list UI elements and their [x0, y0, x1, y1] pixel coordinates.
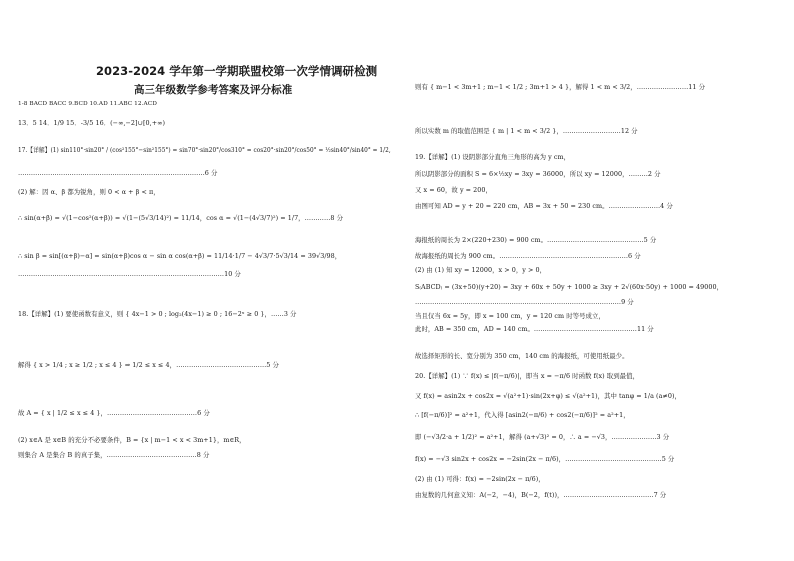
answer-line-q17dots2: ……………………………………………………………………………………10 分 — [18, 270, 241, 278]
answer-line-q17c: ∴ sin(α+β) = √(1−cos²(α+β)) = √(1−(5√3/14)²) = 11/14，cos α = √(1−(4√3/7)²) = 1/7，…………8 分 — [18, 214, 344, 222]
right-column — [397, 0, 794, 561]
answer-line-r8: 故海报纸的周长为 900 cm。……………………………………………………6 分 — [415, 252, 641, 260]
answer-line-r21: 由复数的几何意义知：A(−2，−4)，B(−2，f(t))，……………………………………7 分 — [415, 491, 667, 499]
answer-line-q18c: 故 A = { x | 1/2 ≤ x ≤ 4 }，……………………………………6 分 — [18, 409, 210, 417]
answer-line-r19: f(x) = −√3 sin2x + cos2x = −2sin(2x − π/6)，………………………………………5 分 — [415, 455, 675, 463]
answer-line-mc: 1-8 BACD BACC 9.BCD 10.AD 11.ABC 12.ACD — [18, 101, 157, 107]
answer-line-r17: ∴ [f(−π/6)]² = a²+1，代入得 [asin2(−π/6) + cos2(−π/6)]² = a²+1， — [415, 411, 630, 419]
answer-line-r7: 海报纸的周长为 2×(220+230) = 900 cm。………………………………………5 分 — [415, 236, 657, 244]
answer-line-q17d: ∴ sin β = sin[(α+β)−α] = sin(α+β)cos α − sin α cos(α+β) = 11/14·1/7 − 4√3/7·5√3/14 = 39√3/98， — [18, 252, 342, 260]
answer-line-r14: 故选择矩形的长、宽分别为 350 cm，140 cm 的海报纸，可使用纸最少。 — [415, 352, 629, 360]
answer-line-r6: 由图可知 AD = y + 20 = 220 cm，AB = 3x + 50 = 230 cm。……………………4 分 — [415, 202, 673, 210]
answer-line-r18: 即 (−√3/2·a + 1/2)² = a²+1，解得 (a+√3)² = 0，∴ a = −√3，…………………3 分 — [415, 433, 670, 441]
answer-line-r5: 又 x = 60，故 y = 200， — [415, 186, 492, 194]
answer-line-q17a: 17.【详解】(1) sin110°·sin20° / (cos²155°−sin²155°) = sin70°·sin20°/cos310° = cos20°·sin20°/cos50° = ½sin40°/sin40° = 1/2, — [18, 146, 391, 154]
document-subtitle: 高三年级数学参考答案及评分标准 — [134, 84, 293, 96]
answer-line-q17dots1: ……………………………………………………………………………6 分 — [18, 169, 218, 177]
document-title: 2023-2024 学年第一学期联盟校第一次学情调研检测 — [96, 64, 378, 78]
answer-line-r15: 20.【详解】(1) ∵ f(x) ≤ |f(−π/6)|，即当 x = −π/6 时函数 f(x) 取到最值， — [415, 372, 640, 380]
answer-line-q17b: (2) 解：因 α、β 都为锐角，则 0 < α + β < π， — [18, 188, 160, 196]
answer-line-q18e: 则集合 A 是集合 B 的真子集，……………………………………8 分 — [18, 451, 210, 459]
answer-line-q18d: (2) x∈A 是 x∈B 的充分不必要条件，B = {x | m−1 < x < 3m+1}，m∈R， — [18, 436, 246, 444]
answer-line-r20: (2) 由 (1) 可得：f(x) = −2sin(2x − π/6)， — [415, 475, 545, 483]
answer-line-r4: 所以阴影部分的面积 S = 6×½xy = 3xy = 36000，所以 xy = 12000，………2 分 — [415, 170, 661, 178]
answer-line-r9: (2) 由 (1) 知 xy = 12000，x > 0，y > 0， — [415, 266, 547, 274]
answer-line-q18b: 解得 { x > 1/4 ; x ≥ 1/2 ; x ≤ 4 } ⇒ 1/2 ≤ x ≤ 4，……………………………………5 分 — [18, 361, 279, 369]
answer-line-r16: 又 f(x) = asin2x + cos2x = √(a²+1)·sin(2x+φ) ≤ √(a²+1)，其中 tanφ = 1/a (a≠0)， — [415, 392, 681, 400]
answer-line-q18a: 18.【详解】(1) 要使函数有意义，则 { 4x−1 > 0 ; log₂(4x−1) ≥ 0 ; 16−2ˣ ≥ 0 }，……3 分 — [18, 310, 297, 318]
answer-line-fill: 13．5 14．1/9 15．-3/5 16．(−∞,−2]∪[0,+∞) — [18, 119, 166, 127]
answer-line-r3: 19.【详解】(1) 设阴影部分直角三角形的高为 y cm， — [415, 153, 571, 161]
answer-line-r13: 此时，AB = 350 cm，AD = 140 cm。…………………………………………11 分 — [415, 325, 654, 333]
answer-line-r10: S₍ABCD₎ = (3x+50)(y+20) = 3xy + 60x + 50y + 1000 ≥ 3xy + 2√(60x·50y) + 1000 = 49000， — [415, 283, 724, 291]
answer-line-r1: 则有 { m−1 < 3m+1 ; m−1 < 1/2 ; 3m+1 > 4 }，解得 1 < m < 3/2，……………………11 分 — [415, 83, 706, 91]
answer-line-r2: 所以实数 m 的取值范围是 { m | 1 < m < 3/2 }，………………………12 分 — [415, 127, 638, 135]
answer-line-r12: 当且仅当 6x = 5y，即 x = 100 cm，y = 120 cm 时等号成立， — [415, 312, 605, 320]
answer-line-r11: ……………………………………………………………………………………9 分 — [415, 298, 634, 306]
